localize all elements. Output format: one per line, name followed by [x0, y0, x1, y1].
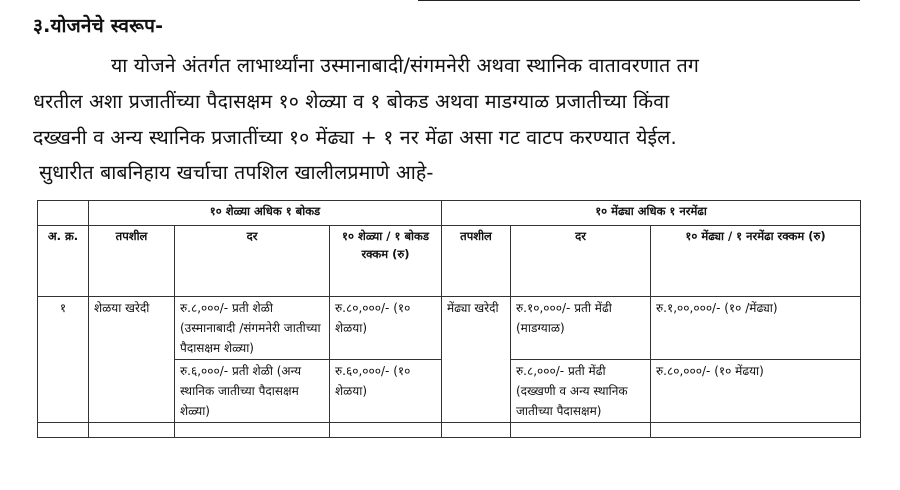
cost-table	[37, 200, 861, 438]
paragraph-line-3: दख्खनी व अन्य स्थानिक प्रजातींच्या १० मेंढ्या + १ नर मेंढा असा गट वाटप करण्यात येईल.	[33, 126, 677, 149]
row1-goat-rate-a: रु.८,०००/- प्रती शेळी (उस्मानाबादी /संगमनेरी जातीच्या पैदासक्षम शेळ्या)	[175, 297, 330, 360]
header-goat-amount: १० शेळ्या / १ बोकड रक्कम (रु)	[330, 226, 442, 297]
header-blank-cell	[38, 201, 89, 226]
header-serial: अ. क्र.	[38, 226, 89, 297]
row1-sheep-amount-a: रु.१,००,०००/- (१० /मेंढ्या)	[651, 297, 861, 360]
header-sheep-group: १० मेंढ्या अधिक १ नरमेंढा	[442, 201, 861, 226]
row1-goat-rate-b: रु.६,०००/- प्रती शेळी (अन्य स्थानिक जातीच्या पैदासक्षम शेळ्या)	[175, 360, 330, 423]
row1-sheep-amount-b: रु.८०,०००/- (१० मेंढया)	[651, 360, 861, 423]
header-sheep-amount: १० मेंढ्या / १ नरमेंढा रक्कम (रु)	[651, 226, 861, 297]
table-group-header-row	[38, 201, 861, 226]
row1-goat-amount-a: रु.८०,०००/- (१० शेळया)	[330, 297, 442, 360]
header-goat-group: १० शेळ्या अधिक १ बोकड	[89, 201, 442, 226]
table-row	[38, 297, 861, 360]
table-column-header-row	[38, 226, 861, 297]
top-rule	[418, 0, 860, 1]
header-goat-rate: दर	[175, 226, 330, 297]
row1-goat-detail: शेळया खरेदी	[89, 297, 175, 423]
header-goat-detail: तपशील	[89, 226, 175, 297]
row1-sheep-rate-b: रु.८,०००/- प्रती मेंढी (दख्खणी व अन्य स्थानिक जातीच्या पैदासक्षम)	[511, 360, 651, 423]
row1-goat-amount-b: रु.६०,०००/- (१० शेळया)	[330, 360, 442, 423]
row1-sheep-rate-a: रु.१०,०००/- प्रती मेंढी (माडग्याळ)	[511, 297, 651, 360]
header-sheep-rate: दर	[511, 226, 651, 297]
row1-sheep-detail: मेंढ्या खरेदी	[442, 297, 511, 423]
row1-serial: १	[38, 297, 89, 423]
header-sheep-detail: तपशील	[442, 226, 511, 297]
paragraph-line-1: या योजने अंतर्गत लाभार्थ्यांना उस्मानाबादी/संगमनेरी अथवा स्थानिक वातावरणात तग	[111, 54, 699, 77]
table-row-cut-off	[38, 423, 861, 438]
paragraph-line-2: धरतील अशा प्रजातींच्या पैदासक्षम १० शेळ्या व १ बोकड अथवा माडग्याळ प्रजातीच्या किंवा	[33, 90, 670, 113]
table-intro: सुधारीत बाबनिहाय खर्चाचा तपशिल खालीलप्रमाणे आहे-	[39, 161, 434, 184]
section-heading: ३.योजनेचे स्वरूप-	[33, 15, 164, 37]
